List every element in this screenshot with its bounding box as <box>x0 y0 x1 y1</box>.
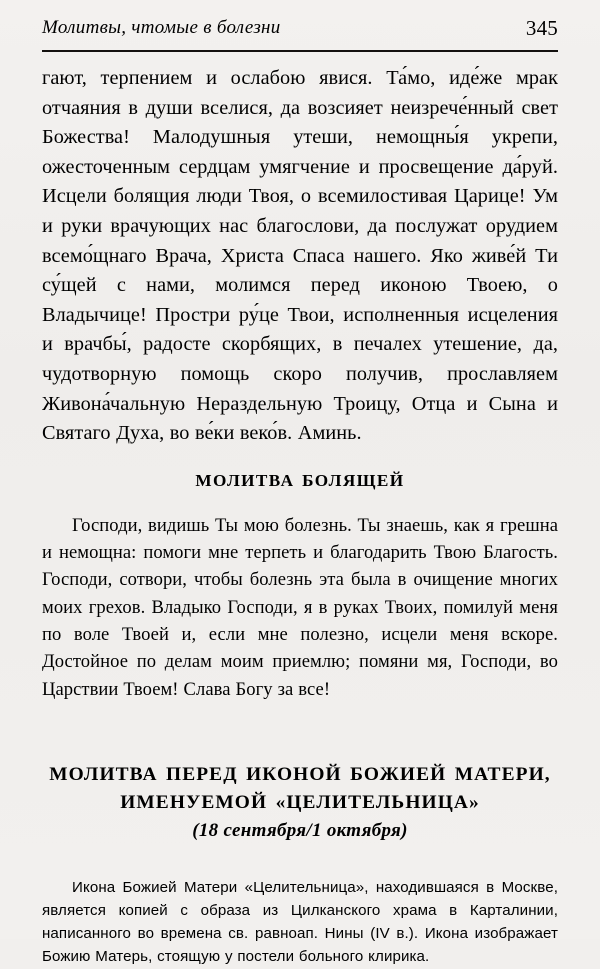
spacer <box>42 449 558 471</box>
spacer <box>42 845 558 876</box>
heading-icon-prayer-line-1: МОЛИТВА ПЕРЕД ИКОНОЙ БОЖИЕЙ МАТЕРИ, <box>49 763 551 785</box>
running-header <box>42 16 558 46</box>
page-number: 345 <box>525 16 558 40</box>
icon-description-note: Икона Божией Матери «Целительница», находившаяся в Москве, является копией с образа из Цилканского храма в Карталинии, написанного во времена св. равноап. Нины (IV в.). Икона изображает Божию Матерь, стоящую у постели больного клирика. <box>42 878 558 966</box>
running-header-title: Молитвы, чтомые в болезни <box>42 17 281 38</box>
spacer <box>42 491 558 512</box>
text-column <box>42 64 558 969</box>
heading-prayer-of-the-sick: МОЛИТВА БОЛЯЩЕЙ <box>195 470 405 490</box>
header-rule <box>42 50 558 52</box>
heading-icon-prayer-date: (18 сентября/1 октября) <box>192 819 408 841</box>
spacer <box>42 703 558 761</box>
prayer-of-the-sick-paragraph: Господи, видишь Ты мою болезнь. Ты знаешь, как я грешна и немощна: помоги мне терпеть и благодарить Твою Благость. Господи, сотвори, чтобы болезнь эта была в очищение многих моих грехов. Владыко Господи, я в руках Твоих, помилуй меня по воле Твоей и, если мне полезно, исцели меня вскоре. Достойное по делам моим приемлю; помяни мя, Господи, во Царствии Твоем! Слава Богу за все! <box>42 514 558 700</box>
heading-icon-prayer-line-2: ИМЕНУЕМОЙ «ЦЕЛИТЕЛЬНИЦА» <box>120 791 480 813</box>
prayer-continuation-paragraph: гают, терпением и ослабою явися. Та́мо, иде́же мрак отчаяния в души вселися, да возсияет неизрече́нный свет Божества! Малодушныя утеши, немощны́я укрепи, ожесточенным сердцам умягчение и просвещение да́руй. Исцели болящия люди Твоя, о всемилостивая Царице! Ум и руки врачующих нас благослови, да послужат орудием всемо́щнаго Врача, Христа Спаса нашего. Яко живе́й Ти су́щей с нами, молимся перед иконою Твоею, о Владычице! Простри ру́це Твои, исполненныя исцеления и врачбы́, радосте скорбящих, в печалех утешение, да, чудотворную помощь скоро получив, прославляем Живона́чальную Нераздельную Троицу, Отца и Сына и Святаго Духа, во ве́ки веко́в. Аминь. <box>42 67 558 445</box>
